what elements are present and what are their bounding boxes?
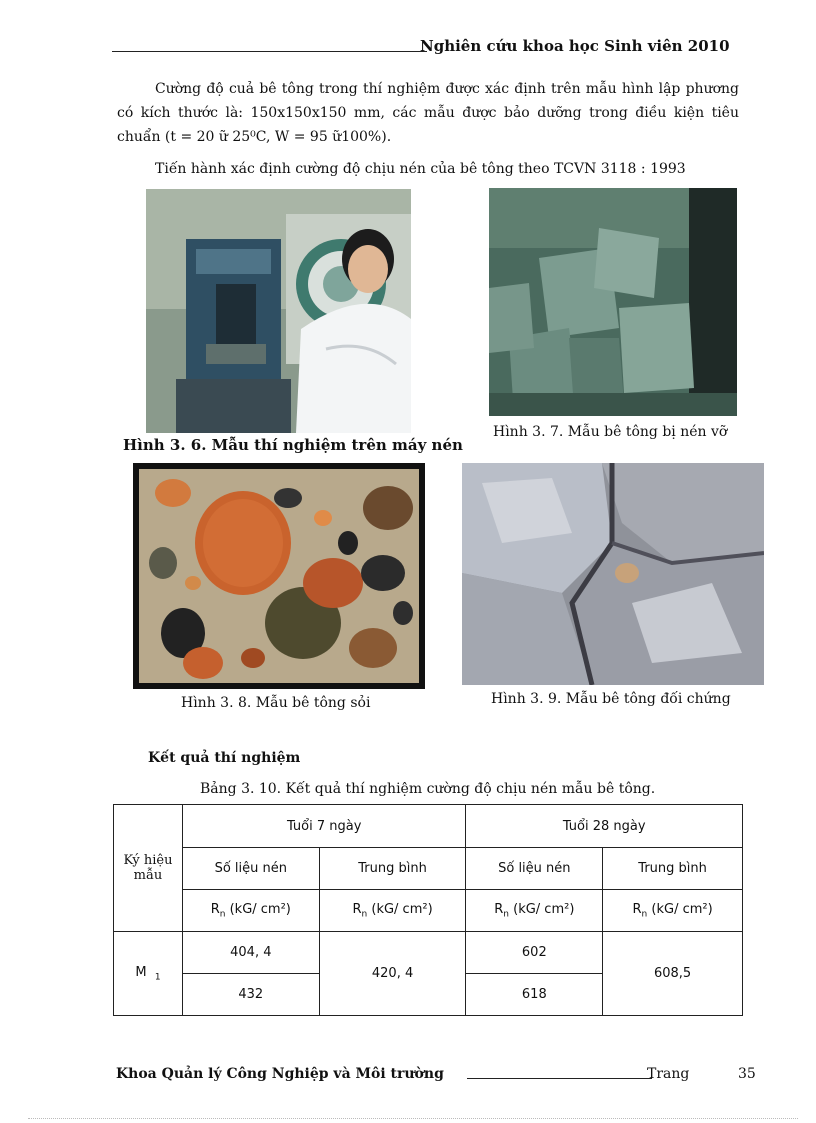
photo-compression-machine [146, 189, 411, 433]
value-28-day-b: 618 [466, 974, 603, 1016]
photo-control-concrete [462, 463, 764, 685]
photo-crushed-concrete [489, 188, 737, 416]
table-header-row-type [114, 848, 743, 890]
value-7-day-average: 420, 4 [319, 932, 466, 1016]
results-table [113, 804, 743, 1016]
page-bottom-border [28, 1118, 798, 1119]
footer-department: Khoa Quản lý Công Nghiệp và Môi trường [116, 1066, 444, 1082]
paragraph-standard: Tiến hành xác định cường độ chịu nén của bê tông theo TCVN 3118 : 1993 [155, 161, 686, 177]
table-header-row-age [114, 805, 743, 848]
caption-figure-3-6: Hình 3. 6. Mẫu thí nghiệm trên máy nén [123, 436, 463, 454]
paragraph-specimen: Cường độ cuả bê tông trong thí nghiệm được xác định trên mẫu hình lập phương có kích thước là: 150x150x150 mm, các mẫu được bảo dưỡng trong điều kiện tiêu chuẩn (t = 20 ữ 25⁰C, W = 95 ữ100%). [117, 81, 739, 145]
caption-figure-3-7: Hình 3. 7. Mẫu bê tông bị nén vỡ [493, 424, 728, 440]
footer-rule [467, 1078, 652, 1079]
value-28-day-a: 602 [466, 932, 603, 974]
sample-name-cell: M $_1$ [114, 932, 183, 1016]
table-caption: Bảng 3. 10. Kết quả thí nghiệm cường độ chịu nén mẫu bê tông. [200, 781, 656, 797]
photo-gravel-concrete [133, 463, 425, 689]
header-age-28-days: Tuổi 28 ngày [466, 805, 743, 848]
unit-cell: $R_n$ (kG/ cm²) [466, 890, 603, 932]
table-row [114, 932, 743, 974]
header-raw-28: Số liệu nén [466, 848, 603, 890]
caption-figure-3-9: Hình 3. 9. Mẫu bê tông đối chứng [491, 691, 731, 707]
table-header-row-unit [114, 890, 743, 932]
page-header-title: Nghiên cứu khoa học Sinh viên 2010 [420, 37, 730, 55]
header-age-7-days: Tuổi 7 ngày [182, 805, 466, 848]
unit-cell: $R_n$ (kG/ cm²) [182, 890, 319, 932]
value-7-day-b: 432 [182, 974, 319, 1016]
unit-cell: $R_n$ (kG/ cm²) [319, 890, 466, 932]
section-title: Kết quả thí nghiệm [148, 750, 301, 766]
value-28-day-average: 608,5 [603, 932, 743, 1016]
footer-page-label: Trang [647, 1066, 690, 1082]
header-rule [112, 51, 427, 52]
header-avg-7: Trung bình [319, 848, 466, 890]
value-7-day-a: 404, 4 [182, 932, 319, 974]
header-sample-symbol: Ký hiệu mẫu [114, 805, 183, 932]
header-raw-7: Số liệu nén [182, 848, 319, 890]
footer-page-number: 35 [738, 1066, 756, 1082]
unit-cell: $R_n$ (kG/ cm²) [603, 890, 743, 932]
header-avg-28: Trung bình [603, 848, 743, 890]
caption-figure-3-8: Hình 3. 8. Mẫu bê tông sỏi [181, 695, 371, 711]
